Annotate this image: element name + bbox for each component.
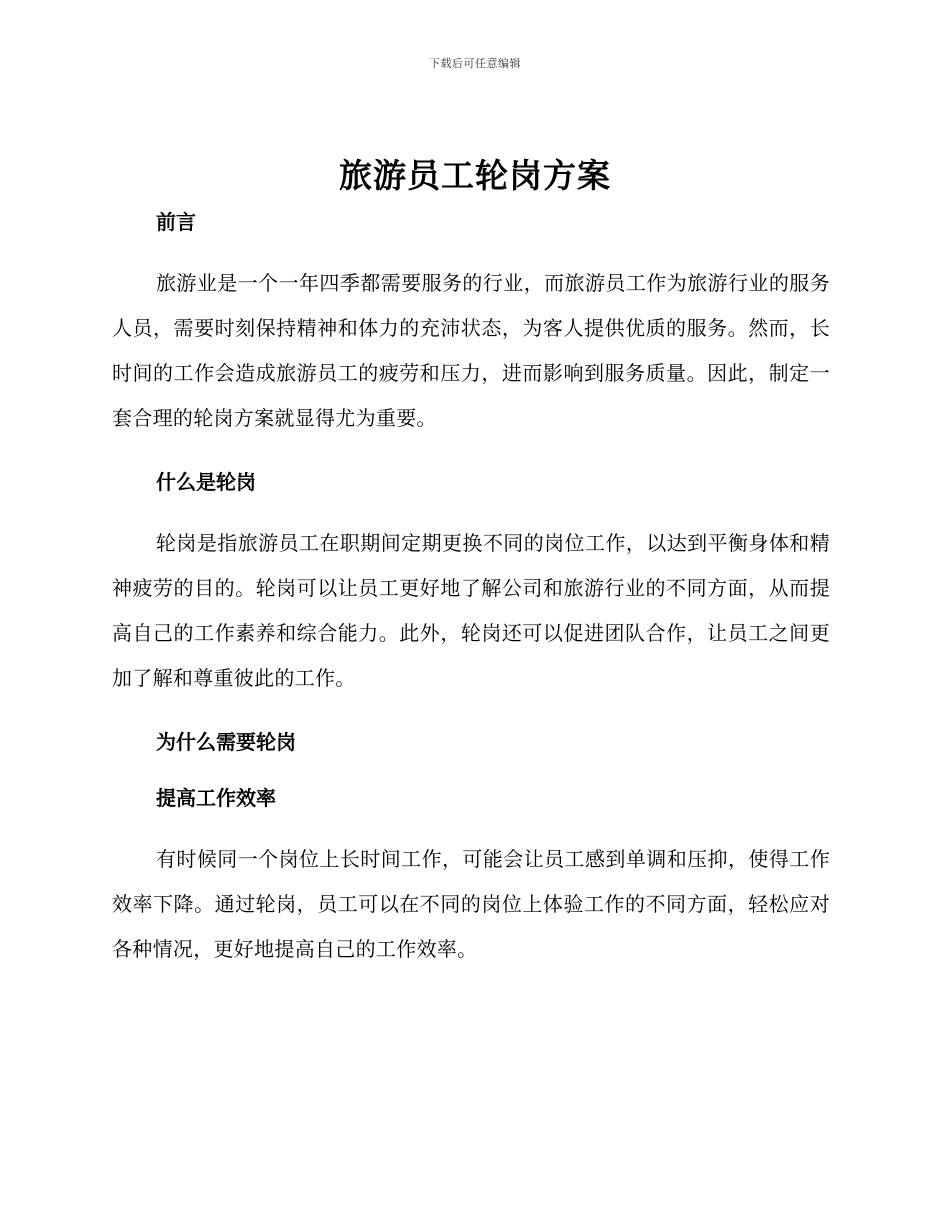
- section-paragraph-what-is-rotation: 轮岗是指旅游员工在职期间定期更换不同的岗位工作，以达到平衡身体和精神疲劳的目的。轮岗可以让员工更好地了解公司和旅游行业的不同方面，从而提高自己的工作素养和综合能力。此外，轮岗还可以促进团队合作，让员工之间更加了解和尊重彼此的工作。: [112, 531, 830, 690]
- document-body: [112, 205, 830, 996]
- section-heading-improve-efficiency: 提高工作效率: [156, 786, 276, 810]
- section-heading-preface: 前言: [156, 210, 196, 234]
- section-heading-what-is-rotation: 什么是轮岗: [156, 470, 256, 494]
- section-heading-why-rotation: 为什么需要轮岗: [156, 730, 296, 754]
- section-paragraph-improve-efficiency: 有时候同一个岗位上长时间工作，可能会让员工感到单调和压抑，使得工作效率下降。通过轮岗，员工可以在不同的岗位上体验工作的不同方面，轻松应对各种情况，更好地提高自己的工作效率。: [112, 847, 830, 961]
- section-paragraph-preface: 旅游业是一个一年四季都需要服务的行业，而旅游员工作为旅游行业的服务人员，需要时刻保持精神和体力的充沛状态，为客人提供优质的服务。然而，长时间的工作会造成旅游员工的疲劳和压力，进而影响到服务质量。因此，制定一套合理的轮岗方案就显得尤为重要。: [112, 271, 830, 430]
- header-note: 下载后可任意编辑: [429, 57, 521, 70]
- document-title: 旅游员工轮岗方案: [339, 156, 611, 195]
